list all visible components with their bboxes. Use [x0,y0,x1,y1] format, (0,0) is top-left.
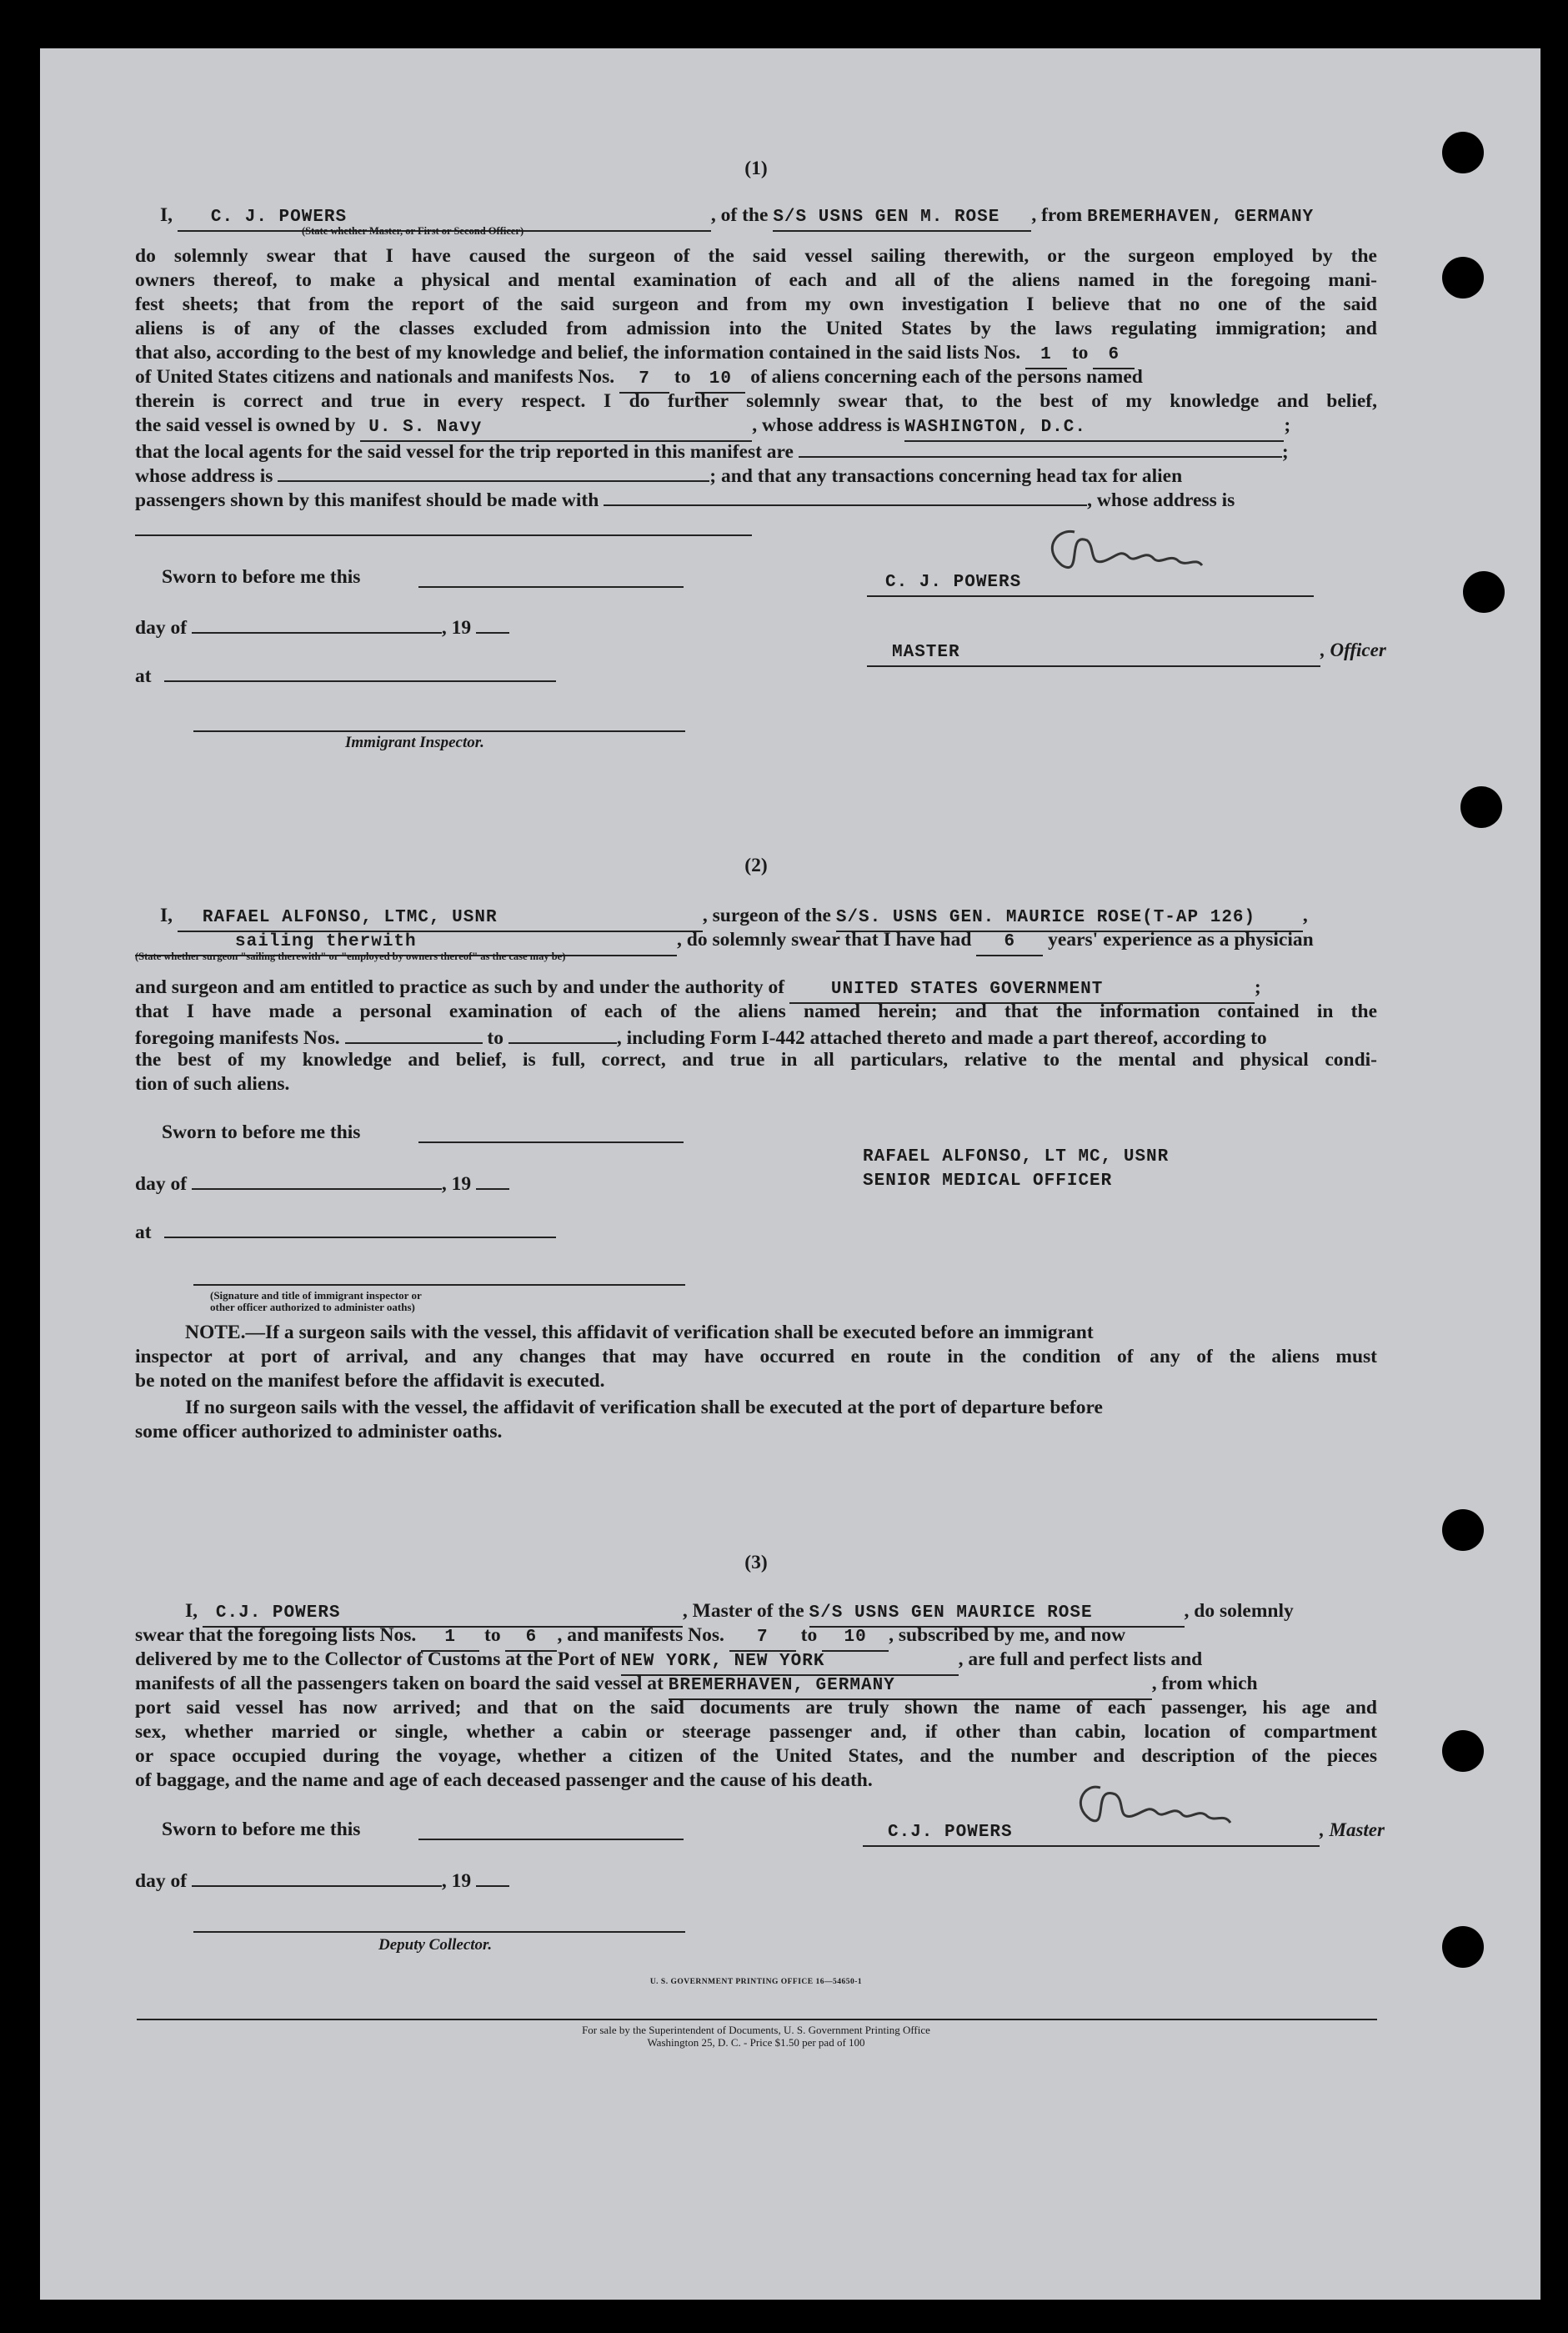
surgeon-signature-title: SENIOR MEDICAL OFFICER [863,1172,1113,1191]
text: at [135,1222,152,1243]
lists-from-field: 1 [421,1625,479,1652]
oath-line: the best of my knowledge and belief, is full, correct, and true in all particulars, relative to the mental and physical condi- [135,1049,1377,1071]
text: , from which [1151,1673,1258,1694]
text: foregoing manifests Nos. [135,1027,340,1049]
owner-address-field: WASHINGTON, D.C. [904,415,1284,442]
footer-rule [137,2019,1377,2020]
manifests-to-field [508,1024,617,1044]
text: I, [185,1600,198,1622]
text: and surgeon and am entitled to practice as such by and under the authority of [135,976,785,998]
sworn-label: Sworn to before me this [162,1121,361,1143]
deputy-label: Deputy Collector. [378,1936,493,1954]
oath-line: that I have made a personal examination of each of the aliens named herein; and that the information contained in the [135,1001,1377,1022]
gpo-code: U. S. GOVERNMENT PRINTING OFFICE 16—54650-1 [649,1978,863,1986]
text: passengers shown by this manifest should be made with [135,489,599,511]
ship-prefix: S/S [809,1603,844,1623]
port-arrival-field: NEW YORK, NEW YORK [621,1649,959,1676]
oath-line: of baggage, and the name and age of each deceased passenger and the cause of his death. [135,1769,873,1791]
oath-line: owners thereof, to make a physical and mental examination of each and all of the aliens named in the foregoing mani- [135,269,1377,291]
oath-line: aliens is of any of the classes excluded from admission into the United States by the laws regulating immigration; and [135,318,1377,339]
manifests-from-field: 7 [619,367,669,394]
punch-hole [1460,786,1502,828]
day-field [192,614,442,634]
text: whose address is [135,465,273,487]
authority-field: UNITED STATES GOVERNMENT [789,977,1255,1004]
manifests-from-field [345,1024,483,1044]
agent-address-field [278,462,709,482]
text: , from [1031,204,1083,226]
sailing-note: (State whether surgeon "sailing therewith" or "employed by owners thereof" as the case may be) [135,951,566,962]
text: ; and that any transactions concerning head tax for alien [709,465,1183,487]
text: ; [1281,441,1289,463]
text: , of the [710,204,769,226]
owner-field: U. S. Navy [360,415,752,442]
text: , subscribed by me, and now [889,1624,1126,1646]
signature-note: (Signature and title of immigrant inspector or [210,1289,422,1302]
head-tax-line [135,486,1235,514]
inspector-label: Immigrant Inspector. [345,734,484,751]
year-field [476,614,509,634]
text: , do solemnly [1184,1600,1294,1622]
sale-notice: Washington 25, D. C. - Price $1.50 per pad of 100 [647,2036,865,2049]
oath-line: fest sheets; that from the report of the said surgeon and from my own investigation I believe that no one of the said [135,294,1377,315]
text: , and manifests Nos. [557,1624,724,1646]
sailing-field: sailing therwith [135,930,677,956]
text: swear that the foregoing lists Nos. [135,1624,417,1646]
at-line [135,662,556,690]
text: to [674,366,691,388]
typed-name: C.J. POWERS [863,1820,1320,1847]
day-of-line [135,614,509,641]
lists-to-field: 6 [1093,343,1135,369]
typed-title: MASTER [867,640,1320,667]
port-departure-field: BREMERHAVEN, GERMANY [669,1673,1152,1700]
punch-hole [1442,257,1484,299]
ship-prefix: S/S. [835,908,882,927]
text: , including Form I-442 attached thereto and made a part thereof, according to [616,1027,1267,1049]
punch-hole [1442,1730,1484,1772]
text: , whose address is [1087,489,1235,511]
text: of United States citizens and nationals and manifests Nos. [135,366,615,388]
lists-to-field: 6 [505,1625,557,1652]
ship-name: USNS GEN M. ROSE [818,208,1000,227]
day-of-line [135,1867,509,1894]
punch-hole [1442,1509,1484,1551]
ship-name: USNS GEN. MAURICE ROSE(T-AP 126) [892,908,1256,927]
oath-line: do solemnly swear that I have caused the surgeon of the said vessel sailing therewith, or the surgeon employed by the [135,245,1377,267]
punch-hole [1442,1926,1484,1968]
sworn-label: Sworn to before me this [162,566,361,588]
agent-address-line [135,462,1182,489]
at-line [135,1218,556,1246]
text: , 19 [441,1173,472,1195]
day-field [192,1867,442,1887]
signature-note: other officer authorized to administer oaths) [210,1301,415,1313]
text: I, [160,905,173,926]
note-line: NOTE.—If a surgeon sails with the vessel, this affidavit of verification shall be executed before an immigrant [185,1322,1094,1343]
text: to [487,1027,503,1049]
punch-hole [1463,571,1505,613]
oath-line: tion of such aliens. [135,1073,290,1095]
text: at [135,665,152,687]
text: day of [135,617,188,639]
text: day of [135,1173,188,1195]
ship-prefix: S/S [773,208,808,227]
text: , Master of the [682,1600,804,1622]
master-title-line [867,638,1386,667]
surgeon-name-field: RAFAEL ALFONSO, LTMC, USNR [178,906,703,932]
note-line: If no surgeon sails with the vessel, the affidavit of verification shall be executed at the port of departure before [185,1397,1103,1418]
agents-field [799,438,1282,458]
manifests-to-field: 10 [695,367,745,394]
master-name-field: C.J. POWERS [203,1601,683,1628]
manifests-line [135,1024,1267,1051]
master-signature-icon [1067,1773,1259,1839]
ship-name-field [773,205,1031,232]
sworn-rule [418,586,684,588]
sworn-rule [418,1839,684,1840]
text: that the local agents for the said vessel for the trip reported in this manifest are [135,441,794,463]
year-field [476,1170,509,1190]
years-field: 6 [976,930,1043,956]
text: that also, according to the best of my knowledge and belief, the information contained in the said lists Nos. [135,342,1021,364]
oath-line: sex, whether married or single, whether a cabin or steerage passenger and, if other than cabin, location of compartment [135,1721,1377,1743]
officer-rule [193,1284,685,1286]
text: of aliens concerning each of the persons named [750,366,1143,388]
text: , 19 [441,617,472,639]
text: to [800,1624,818,1646]
manifests-to-field: 10 [822,1625,889,1652]
head-tax-field [604,486,1087,506]
note-line: be noted on the manifest before the affidavit is executed. [135,1370,605,1392]
year-field [476,1867,509,1887]
sworn-label: Sworn to before me this [162,1819,361,1840]
at-field [164,1218,556,1238]
day-of-line [135,1170,509,1197]
oath-line: port said vessel has now arrived; and that on the said documents are truly shown the name of each passenger, his age and [135,1697,1377,1718]
departure-port: BREMERHAVEN, GERMANY [1087,208,1315,227]
text: day of [135,1870,188,1892]
lists-from-field: 1 [1025,343,1067,369]
master-signature-icon [1037,515,1237,590]
at-field [164,662,556,682]
officer-note: (State whether Master, or First or Second Officer) [302,225,524,237]
oath-line: or space occupied during the voyage, whether a citizen of the United States, and the number and description of the pieces [135,1745,1377,1767]
master-name-field: C. J. POWERS [178,205,711,232]
text: , do solemnly swear that I have had [677,929,972,951]
agents-line [135,438,1289,465]
text: to [484,1624,501,1646]
sale-notice: For sale by the Superintendent of Documents, U. S. Government Printing Office [582,2024,930,2036]
text: manifests of all the passengers taken on board the said vessel at [135,1673,664,1694]
text: , Officer [1320,640,1386,660]
text: ; [1284,414,1291,436]
typed-name: C. J. POWERS [867,570,1314,597]
day-field [192,1170,442,1190]
sworn-rule [418,1141,684,1143]
section-number: (2) [744,855,768,876]
punch-hole [1442,132,1484,173]
text: the said vessel is owned by [135,414,356,436]
oath-line: therein is correct and true in every respect. I do further solemnly swear that, to the best of my knowledge and belief, [135,390,1377,412]
section-number: (3) [744,1552,768,1573]
text: I, [160,204,173,226]
note-line: inspector at port of arrival, and any changes that may have occurred en route in the condition of any of the aliens must [135,1346,1377,1367]
address-rule [135,534,752,536]
section-number: (1) [744,158,768,179]
text: , whose address is [752,414,900,436]
text: , are full and perfect lists and [958,1648,1203,1670]
text: years' experience as a physician [1048,929,1314,951]
text: delivered by me to the Collector of Customs at the Port of [135,1648,616,1670]
ship-name: USNS GEN MAURICE ROSE [854,1603,1093,1623]
text: , 19 [441,1870,472,1892]
surgeon-signature-name: RAFAEL ALFONSO, LT MC, USNR [863,1147,1170,1166]
text: to [1071,342,1089,364]
text: , Master [1320,1819,1385,1840]
text: ; [1254,976,1261,998]
manifests-from-field: 7 [729,1625,796,1652]
text: , surgeon of the [702,905,831,926]
text: , [1302,905,1308,926]
note-line: some officer authorized to administer oaths. [135,1421,503,1442]
